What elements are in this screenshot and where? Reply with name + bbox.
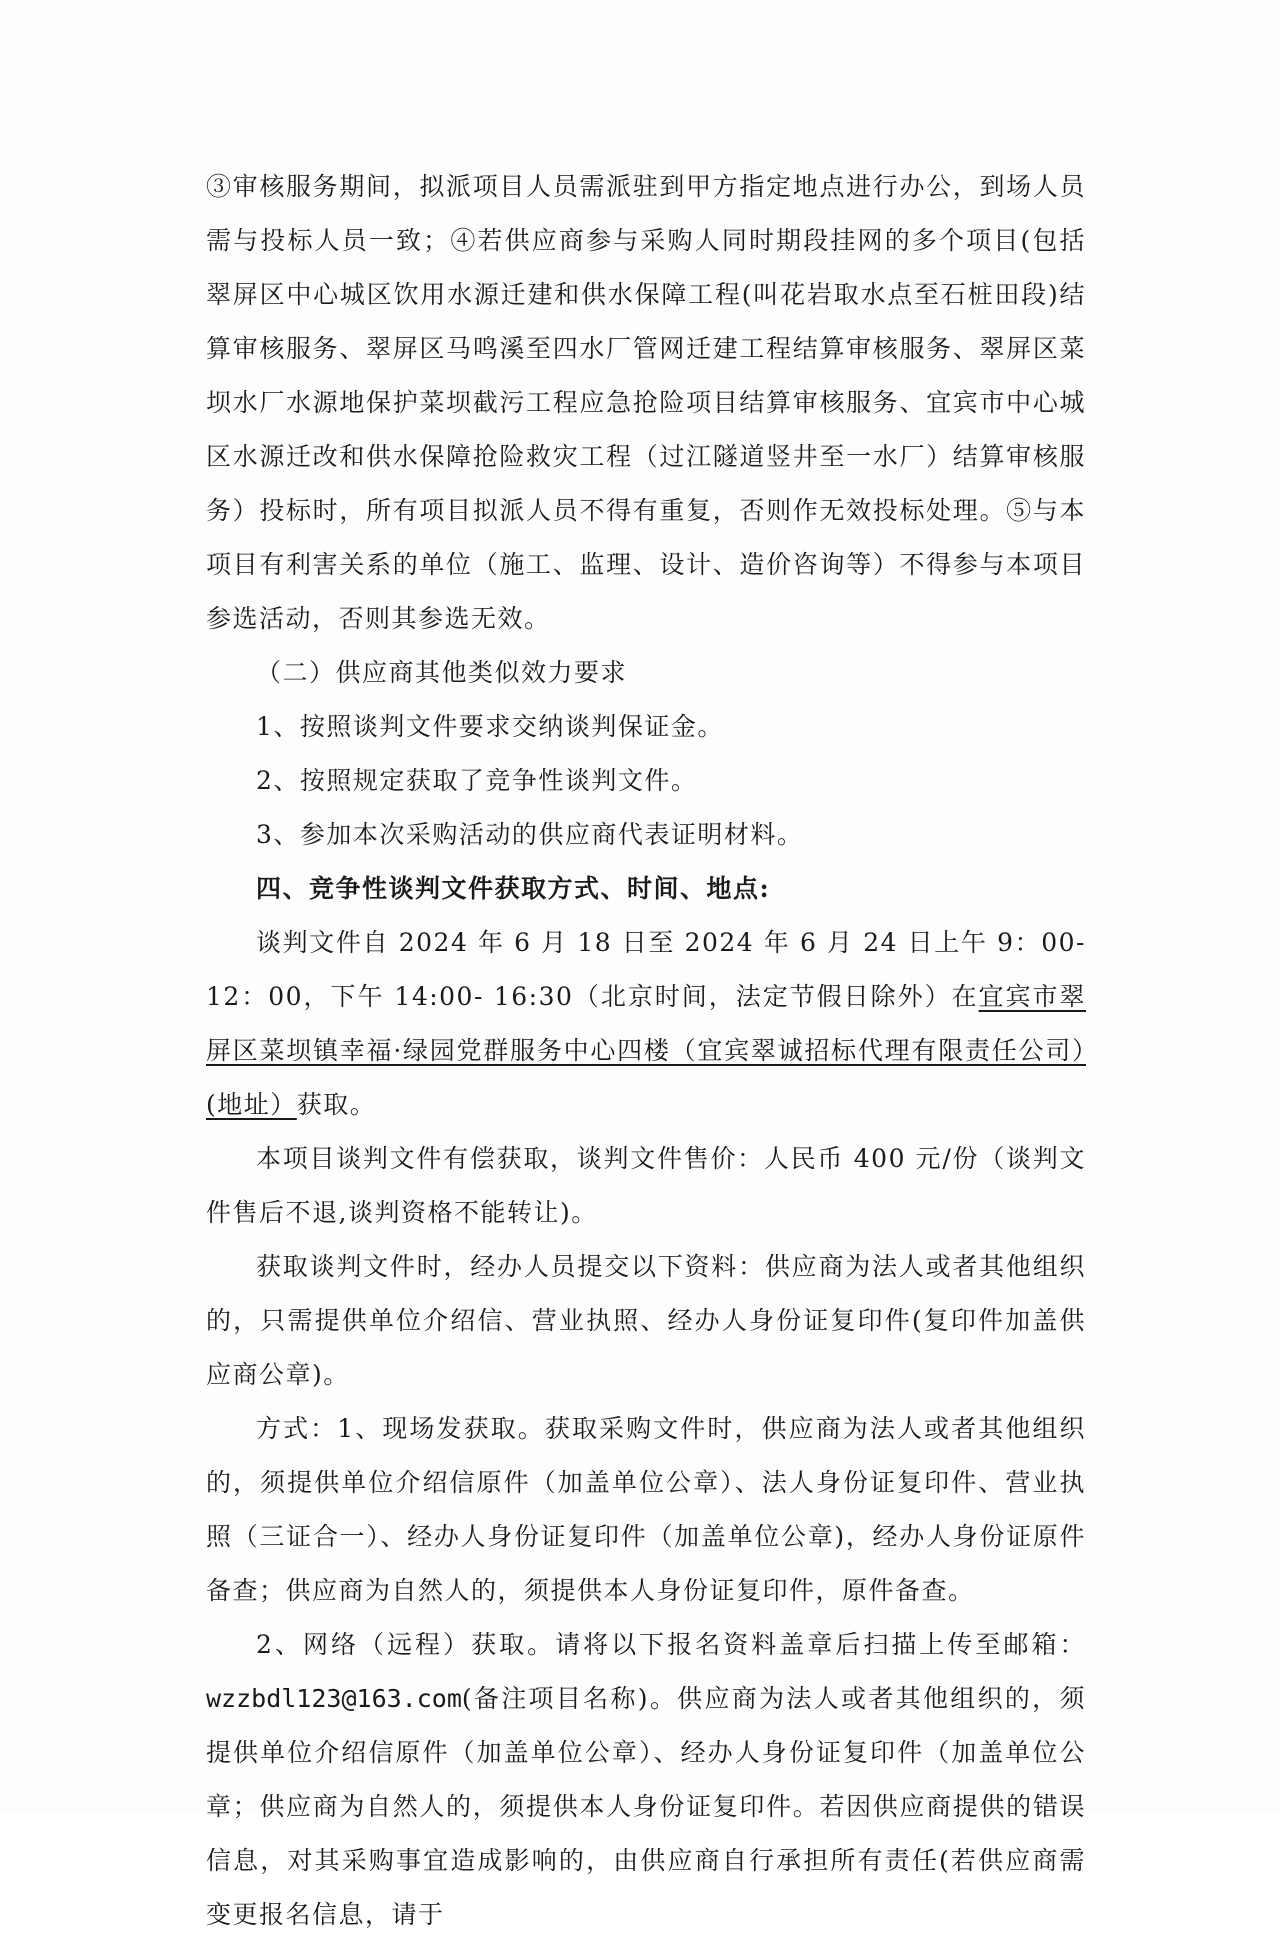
required-materials-paragraph: 获取谈判文件时，经办人员提交以下资料：供应商为法人或者其他组织的，只需提供单位介绍信、营业执照、经办人身份证复印件(复印件加盖供应商公章)。 bbox=[206, 1252, 1086, 1389]
online-acquisition-text: 2、网络（远程）获取。请将以下报名资料盖章后扫描上传至邮箱： bbox=[256, 1630, 1086, 1659]
acquisition-time-paragraph bbox=[206, 916, 1086, 1132]
document-body bbox=[206, 160, 1086, 1942]
acquisition-address: 宜宾市翠屏区菜坝镇幸福·绿园党群服务中心四楼（宜宾翠诚招标代理有限责任公司）(地址） bbox=[206, 982, 1086, 1119]
requirement-item-1: 1、按照谈判文件要求交纳谈判保证金。 bbox=[256, 712, 724, 741]
acquisition-time-suffix: 获取。 bbox=[296, 1090, 377, 1119]
online-acquisition-paragraph bbox=[206, 1618, 1086, 1942]
requirement-item-2: 2、按照规定获取了竞争性谈判文件。 bbox=[256, 766, 698, 795]
contact-email: wzzbdl123@163.com bbox=[206, 1684, 462, 1713]
requirement-item-3: 3、参加本次采购活动的供应商代表证明材料。 bbox=[256, 820, 804, 849]
onsite-acquisition-paragraph: 方式：1、现场发获取。获取采购文件时，供应商为法人或者其他组织的，须提供单位介绍信原件（加盖单位公章）、法人身份证复印件、营业执照（三证合一）、经办人身份证复印件（加盖单位公章)，经办人身份证原件备查；供应商为自然人的，须提供本人身份证复印件，原件备查。 bbox=[206, 1414, 1086, 1605]
sub-heading-other-requirements: （二）供应商其他类似效力要求 bbox=[256, 658, 628, 687]
section-4-heading: 四、竞争性谈判文件获取方式、时间、地点: bbox=[256, 874, 771, 903]
review-service-requirements-paragraph: ③审核服务期间，拟派项目人员需派驻到甲方指定地点进行办公，到场人员需与投标人员一致；④若供应商参与采购人同时期段挂网的多个项目(包括翠屏区中心城区饮用水源迁建和供水保障工程(叫花岩取水点至石桩田段)结算审核服务、翠屏区马鸣溪至四水厂管网迁建工程结算审核服务、翠屏区菜坝水厂水源地保护菜坝截污工程应急抢险项目结算审核服务、宜宾市中心城区水源迁改和供水保障抢险救灾工程（过江隧道竖井至一水厂）结算审核服务）投标时，所有项目拟派人员不得有重复，否则作无效投标处理。⑤与本项目有利害关系的单位（施工、监理、设计、造价咨询等）不得参与本项目参选活动，否则其参选无效。 bbox=[206, 172, 1086, 633]
online-acquisition-details: (备注项目名称)。供应商为法人或者其他组织的，须提供单位介绍信原件（加盖单位公章）、经办人身份证复印件（加盖单位公章；供应商为自然人的，须提供本人身份证复印件。若因供应商提供的错误信息，对其采购事宜造成影响的，由供应商自行承担所有责任(若供应商需变更报名信息，请于 bbox=[206, 1684, 1086, 1929]
acquisition-time-text: 谈判文件自 2024 年 6 月 18 日至 2024 年 6 月 24 日上午 9：00-12：00，下午 14:00- 16:30（北京时间，法定节假日除外）在 bbox=[206, 928, 1086, 1011]
document-price-paragraph: 本项目谈判文件有偿获取，谈判文件售价：人民币 400 元/份（谈判文件售后不退,谈判资格不能转让)。 bbox=[206, 1144, 1086, 1227]
